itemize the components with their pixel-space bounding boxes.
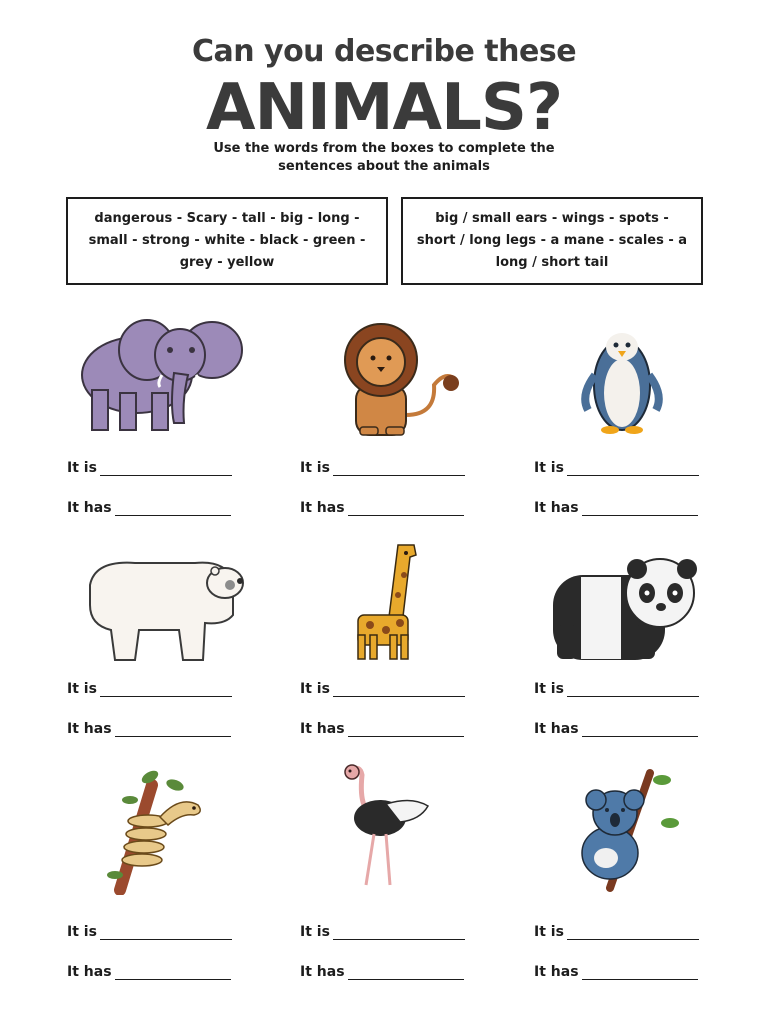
prompt-is: It is <box>67 460 97 476</box>
prompt-has: It has <box>67 721 112 737</box>
blank-has-4[interactable] <box>115 722 231 737</box>
lion-icon <box>316 315 516 445</box>
prompt-is: It is <box>534 460 564 476</box>
prompt-has: It has <box>300 721 345 737</box>
blank-has-8[interactable] <box>348 965 464 980</box>
prompt-has: It has <box>67 500 112 516</box>
blank-is-7[interactable] <box>100 925 232 940</box>
answer-line-is-3 <box>534 456 699 476</box>
title-line-2: ANIMALS? <box>205 71 563 145</box>
blank-is-8[interactable] <box>333 925 465 940</box>
polar-bear-icon <box>75 545 275 675</box>
blank-has-6[interactable] <box>582 722 698 737</box>
blank-is-9[interactable] <box>567 925 699 940</box>
answer-line-has-6 <box>534 717 698 737</box>
answer-line-has-5 <box>300 717 464 737</box>
prompt-is: It is <box>300 924 330 940</box>
answer-line-has-9 <box>534 960 698 980</box>
blank-has-3[interactable] <box>582 501 698 516</box>
answer-line-has-2 <box>300 496 464 516</box>
giraffe-icon <box>318 535 518 665</box>
blank-is-6[interactable] <box>567 682 699 697</box>
prompt-is: It is <box>300 460 330 476</box>
adjectives-word-box <box>66 197 388 285</box>
prompt-has: It has <box>67 964 112 980</box>
answer-line-is-5 <box>300 677 465 697</box>
panda-icon <box>545 555 745 685</box>
title-line-1: Can you describe these <box>191 34 577 69</box>
blank-is-2[interactable] <box>333 461 465 476</box>
snake-icon <box>90 765 290 895</box>
blank-is-4[interactable] <box>100 682 232 697</box>
answer-line-is-6 <box>534 677 699 697</box>
elephant-icon <box>62 305 262 435</box>
features-text: big / small ears - wings - spots - short / long legs - a mane - scales - a long / short tail <box>416 211 688 270</box>
blank-has-7[interactable] <box>115 965 231 980</box>
answer-line-is-7 <box>67 920 232 940</box>
answer-line-is-9 <box>534 920 699 940</box>
answer-line-has-4 <box>67 717 231 737</box>
answer-line-has-3 <box>534 496 698 516</box>
ostrich-icon <box>330 760 530 890</box>
answer-line-has-7 <box>67 960 231 980</box>
blank-has-5[interactable] <box>348 722 464 737</box>
answer-line-is-4 <box>67 677 232 697</box>
blank-has-1[interactable] <box>115 501 231 516</box>
blank-is-3[interactable] <box>567 461 699 476</box>
prompt-is: It is <box>534 681 564 697</box>
penguin-icon <box>530 315 730 445</box>
features-word-box <box>401 197 703 285</box>
adjectives-text: dangerous - Scary - tall - big - long - small - strong - white - black - green - grey - yellow <box>88 211 366 270</box>
answer-line-is-2 <box>300 456 465 476</box>
answer-line-has-8 <box>300 960 464 980</box>
blank-is-5[interactable] <box>333 682 465 697</box>
blank-has-9[interactable] <box>582 965 698 980</box>
blank-has-2[interactable] <box>348 501 464 516</box>
instructions: Use the words from the boxes to complete the sentences about the animals <box>213 141 555 174</box>
blank-is-1[interactable] <box>100 461 232 476</box>
prompt-has: It has <box>300 964 345 980</box>
prompt-has: It has <box>534 964 579 980</box>
prompt-is: It is <box>67 924 97 940</box>
prompt-has: It has <box>534 721 579 737</box>
prompt-is: It is <box>534 924 564 940</box>
answer-line-is-8 <box>300 920 465 940</box>
prompt-is: It is <box>300 681 330 697</box>
koala-icon <box>570 768 768 898</box>
prompt-has: It has <box>534 500 579 516</box>
answer-line-has-1 <box>67 496 231 516</box>
prompt-has: It has <box>300 500 345 516</box>
answer-line-is-1 <box>67 456 232 476</box>
prompt-is: It is <box>67 681 97 697</box>
